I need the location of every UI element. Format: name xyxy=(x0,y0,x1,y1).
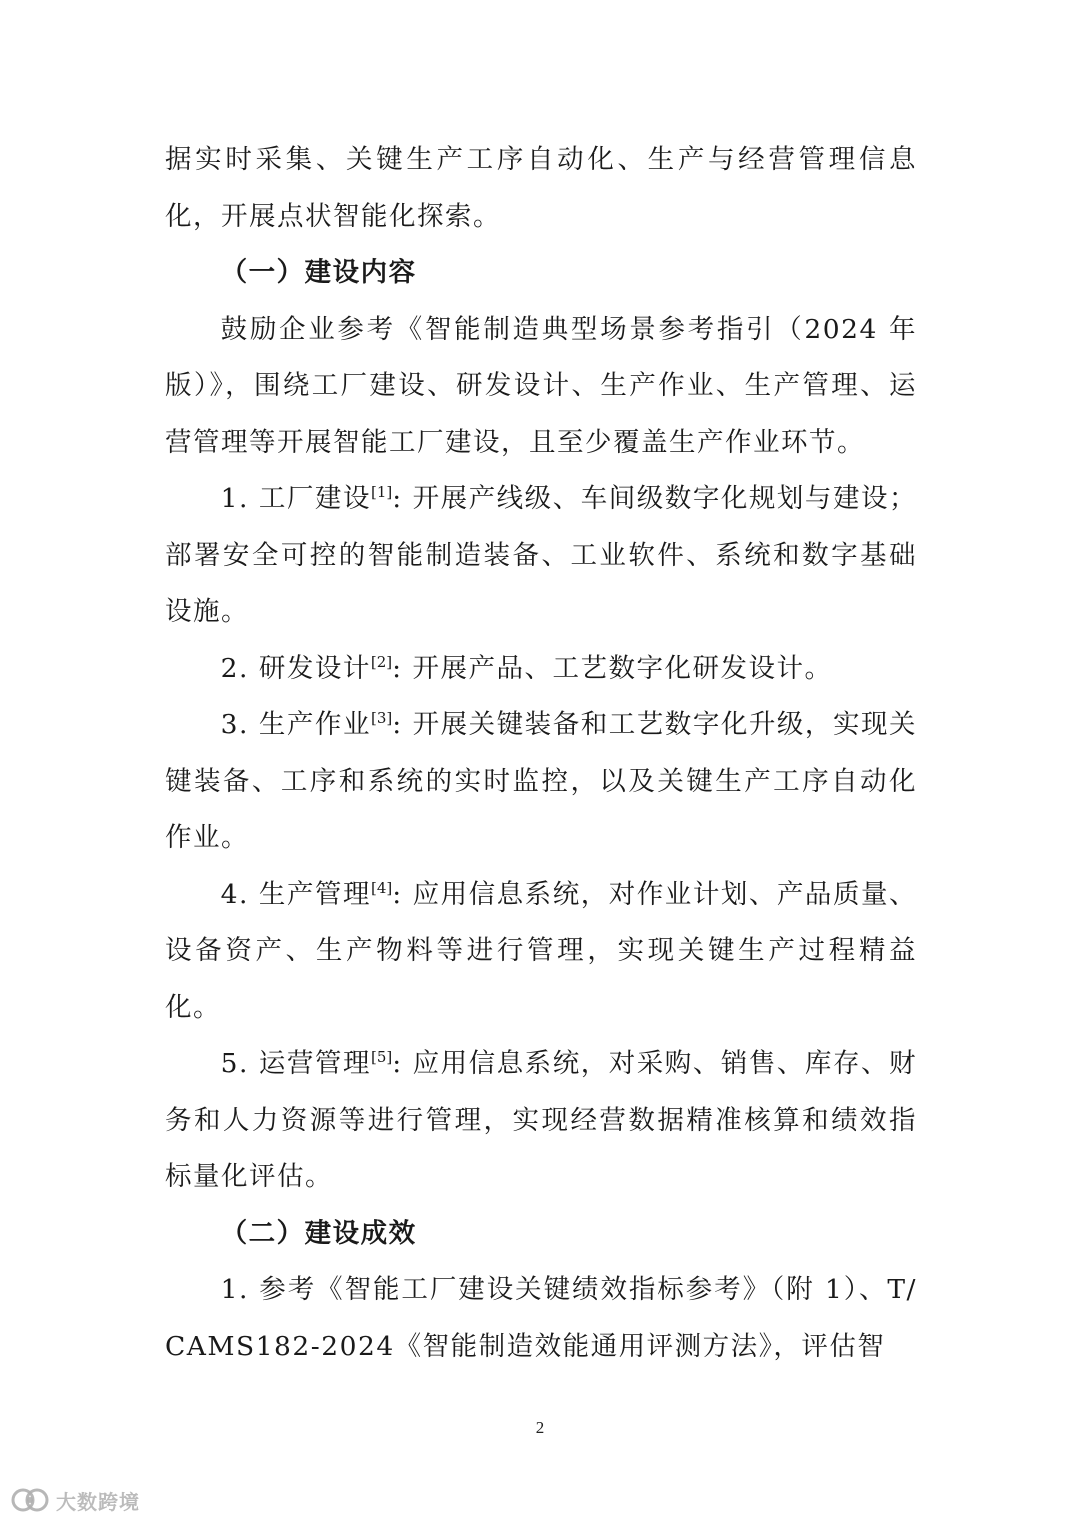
watermark xyxy=(10,1483,140,1517)
footnote-ref: [1] xyxy=(370,483,393,501)
item-text: : 开展关键装备和工艺数字化升级，实现关键装备、工序和系统的实时监控，以及关键生产工序自动化作业。 xyxy=(165,709,917,853)
list-item-rd-design xyxy=(165,641,917,698)
section-heading-construction-content: （一）建设内容 xyxy=(220,257,417,288)
list-item-production-operation xyxy=(165,697,917,867)
brand-logo-icon xyxy=(10,1487,50,1513)
item-text: : 开展产品、工艺数字化研发设计。 xyxy=(392,652,833,684)
footnote-ref: [2] xyxy=(370,652,393,671)
item-text: : 应用信息系统，对作业计划、产品质量、设备资产、生产物料等进行管理，实现关键生产过程精益化。 xyxy=(165,878,917,1023)
item-label: 4. 生产管理 xyxy=(220,878,371,910)
paragraph-encourage-enterprises: 鼓励企业参考《智能制造典型场景参考指引（2024 年版）》，围绕工厂建设、研发设计、生产作业、生产管理、运营管理等开展智能工厂建设，且至少覆盖生产作业环节。 xyxy=(165,313,917,458)
item-label: 2. 研发设计 xyxy=(220,652,371,684)
footnote-ref: [5] xyxy=(370,1048,393,1066)
page-number: 2 xyxy=(535,1418,545,1437)
document-body xyxy=(165,132,917,1375)
footnote-ref: [4] xyxy=(370,878,393,897)
list-item-operations-management xyxy=(165,1036,917,1206)
item-label: 3. 生产作业 xyxy=(220,709,371,740)
list-item-production-management xyxy=(165,867,917,1037)
item-label: 1. 工厂建设 xyxy=(220,483,371,514)
item-text: : 开展产线级、车间级数字化规划与建设；部署安全可控的智能制造装备、工业软件、系统和数字基础设施。 xyxy=(165,483,917,627)
paragraph-kpi-reference: 1. 参考《智能工厂建设关键绩效指标参考》（附 1）、T/CAMS182-2024《智能制造效能通用评测方法》，评估智 xyxy=(165,1274,917,1362)
section-heading-construction-results: （二）建设成效 xyxy=(220,1217,417,1249)
footnote-ref: [3] xyxy=(370,709,393,727)
watermark-text: 大数跨境 xyxy=(56,1489,140,1514)
item-label: 5. 运营管理 xyxy=(220,1048,371,1079)
item-text: : 应用信息系统，对采购、销售、库存、财务和人力资源等进行管理，实现经营数据精准核算和绩效指标量化评估。 xyxy=(165,1048,917,1192)
paragraph-continuation: 据实时采集、关键生产工序自动化、生产与经营管理信息化，开展点状智能化探索。 xyxy=(165,144,917,232)
list-item-factory-construction xyxy=(165,471,917,641)
